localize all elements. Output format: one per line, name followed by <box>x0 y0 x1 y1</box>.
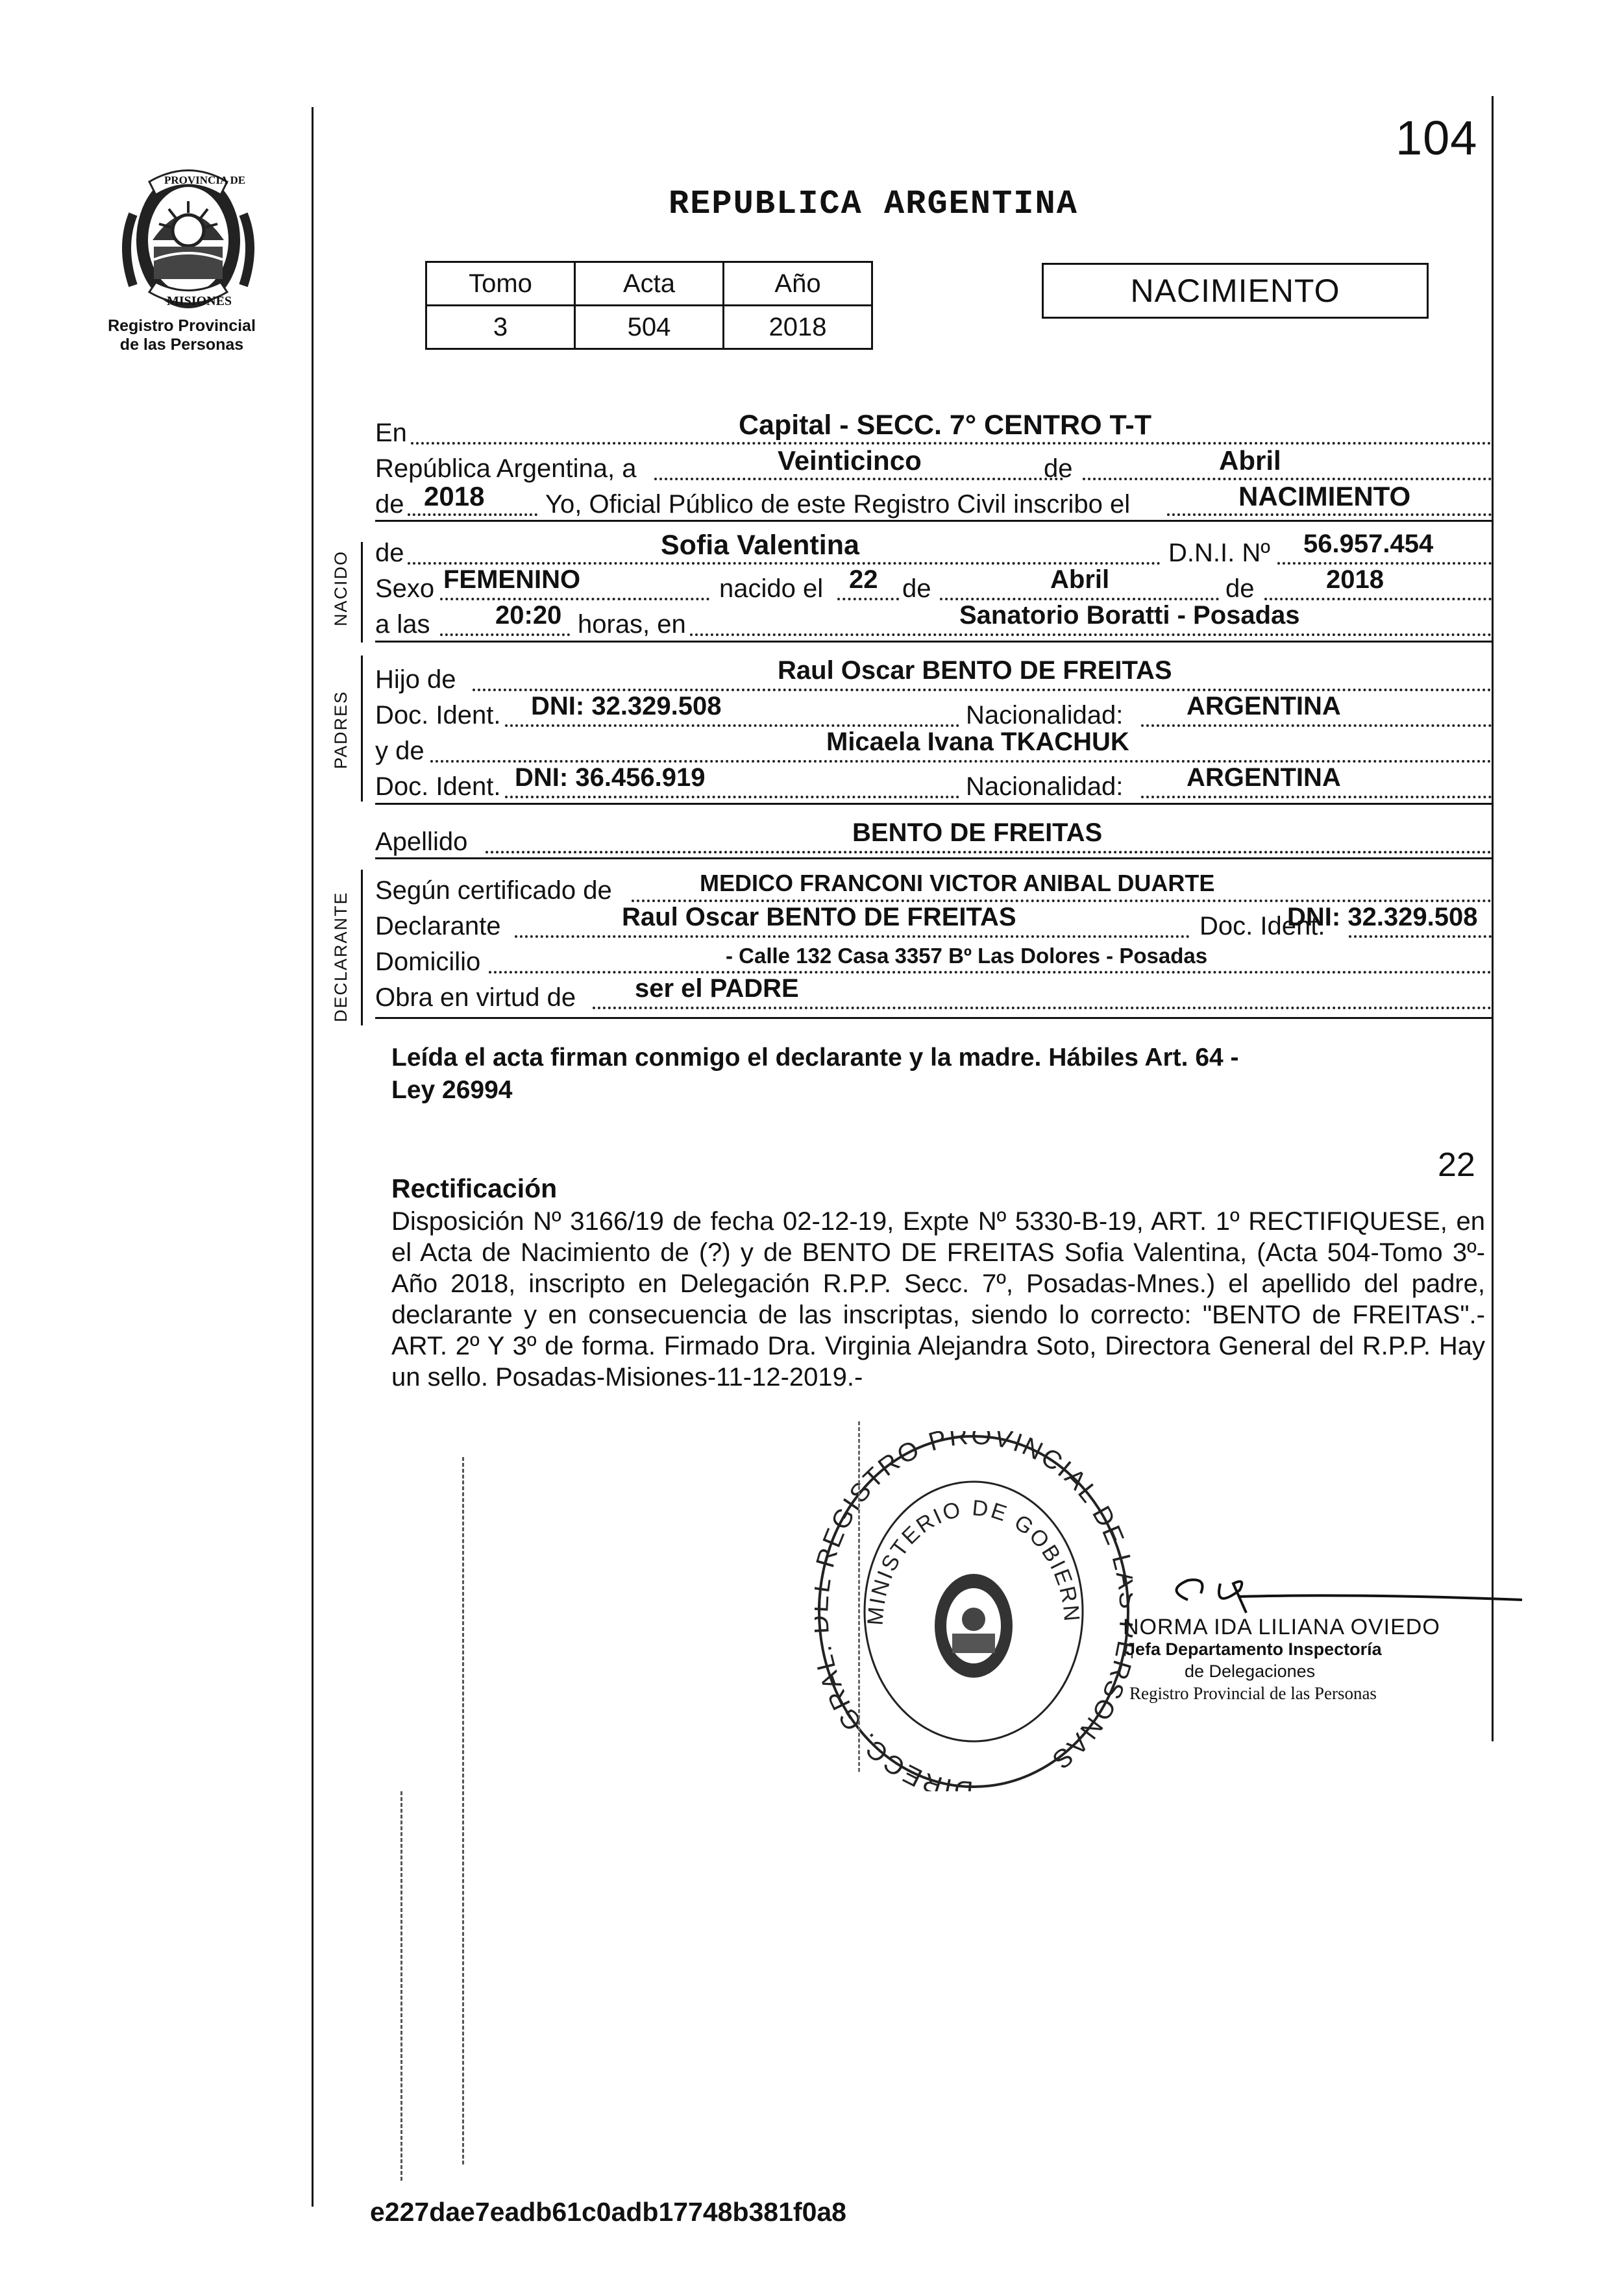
separator-line <box>375 803 1492 805</box>
side-label-padres: PADRES <box>331 690 351 769</box>
declarante-bracket <box>361 870 363 1025</box>
table-header-anio: Año <box>724 262 872 306</box>
domicilio-label: Domicilio <box>375 948 481 976</box>
table-value-anio: 2018 <box>724 306 872 349</box>
left-margin-line <box>312 107 314 2207</box>
doc1-value: DNI: 32.329.508 <box>531 692 722 720</box>
sexo-value: FEMENINO <box>443 565 581 594</box>
segun-label: Según certificado de <box>375 876 612 905</box>
padres-bracket <box>361 656 363 802</box>
nac2-value: ARGENTINA <box>1187 763 1341 792</box>
declarante-value: Raul Oscar BENTO DE FREITAS <box>622 903 1016 931</box>
nacido-dia: 22 <box>849 565 878 594</box>
nacido-label: nacido el <box>719 574 824 603</box>
logo-arc-top-text: PROVINCIA DE <box>164 174 246 186</box>
table-value-tomo: 3 <box>426 306 575 349</box>
dni-value: 56.957.454 <box>1303 530 1434 558</box>
apellido-value: BENTO DE FREITAS <box>852 818 1103 847</box>
separator-line <box>375 1017 1492 1019</box>
rectificacion-number: 22 <box>1438 1146 1475 1184</box>
seal-outer-text: DIRECC. GRA EGISTRO PROVINCIAL DE SONAS <box>815 1431 1130 1791</box>
hora-value: 20:20 <box>495 601 562 630</box>
table-header-acta: Acta <box>575 262 724 306</box>
side-label-declarante: DECLARANTE <box>331 891 351 1022</box>
document-hash: e227dae7eadb61c0adb17748b381f0a8 <box>370 2197 846 2227</box>
nacido-mes: Abril <box>1050 565 1110 594</box>
de5-label: de <box>1225 574 1255 603</box>
de3-label: de <box>375 539 404 567</box>
handwritten-signature <box>1162 1564 1525 1619</box>
tomo-acta-anio-table <box>425 261 873 350</box>
obra-value: ser el PADRE <box>635 974 799 1003</box>
separator-line <box>375 641 1492 643</box>
side-label-nacido: NACIDO <box>331 550 351 626</box>
logo-caption-line1: Registro Provincial <box>108 317 256 335</box>
separator-line <box>375 520 1492 522</box>
republica-label: República Argentina, a <box>375 454 637 483</box>
rectificacion-title: Rectificación <box>391 1173 558 1203</box>
doc1-label: Doc. Ident. <box>375 701 501 729</box>
dotted-line <box>1083 472 1492 480</box>
row-declarante <box>375 903 1492 947</box>
dni-label: D.N.I. Nº <box>1168 539 1270 567</box>
nac1-label: Nacionalidad: <box>966 701 1124 729</box>
nacido-bracket <box>361 542 363 643</box>
document-title: REPUBLICA ARGENTINA <box>669 185 1078 223</box>
right-margin-line <box>1492 96 1494 1741</box>
signature-title-3: Registro Provincial de las Personas <box>1129 1684 1377 1703</box>
table-header-tomo: Tomo <box>426 262 575 306</box>
segun-value: MEDICO FRANCONI VICTOR ANIBAL DUARTE <box>700 870 1215 896</box>
madre-value: Micaela Ivana TKACHUK <box>826 728 1129 756</box>
hijo-label: Hijo de <box>375 665 456 694</box>
nacido-anio: 2018 <box>1326 565 1384 594</box>
de-label: de <box>1044 454 1073 483</box>
page-number: 104 <box>1396 111 1478 165</box>
rectificacion-body: Disposición Nº 3166/19 de fecha 02-12-19, Expte Nº 5330-B-19, ART. 1º RECTIFIQUESE, en el Acta de Nacimiento de (?) y de BENTO DE FREITAS Sofia Valentina, (Acta 504-Tomo 3º-Año 2018, inscripto en Delegación R.P.P. Secc. 7º, Posadas-Mnes.) el apellido del padre, declarante y en consecuencia de las inscriptas, siendo lo correcto: "BENTO de FREITAS".- ART. 2º Y 3º de forma. Firmado Dra. Virginia Alejandra Soto, Directora General del R.P.P. Hay un sello. Posadas-Misiones-11-12-2019.- <box>391 1207 1485 1391</box>
yo-text: Yo, Oficial Público de este Registro Civil inscribo el <box>545 490 1131 519</box>
row-doc2 <box>375 763 1492 807</box>
row-hora <box>375 601 1492 645</box>
doc2-label: Doc. Ident. <box>375 772 501 801</box>
scan-artifact-line <box>462 1457 465 2164</box>
seal-inner-text: MINISTERIO DE GOBIERN <box>863 1495 1085 1626</box>
row-obra <box>375 974 1492 1018</box>
scan-artifact-line <box>400 1791 404 2181</box>
domicilio-value: - Calle 132 Casa 3357 Bº Las Dolores - Posadas <box>726 944 1208 968</box>
yde-label: y de <box>375 737 424 765</box>
doc3-label: Doc. Ident. <box>1200 912 1325 940</box>
doc3-value: DNI: 32.329.508 <box>1287 903 1478 931</box>
sexo-label: Sexo <box>375 574 435 603</box>
signature-icon <box>1162 1564 1525 1616</box>
scan-artifact-line <box>858 1421 861 1772</box>
horas-label: horas, en <box>578 610 686 639</box>
logo-caption <box>101 317 263 354</box>
apellido-label: Apellido <box>375 827 468 856</box>
declarante-label: Declarante <box>375 912 501 940</box>
table-value-acta: 504 <box>575 306 724 349</box>
official-seal-stamp <box>815 1431 1133 1791</box>
dia-value: Veinticinco <box>778 445 922 476</box>
separator-line <box>375 857 1492 859</box>
signature-block <box>1123 1616 1440 1704</box>
row-domicilio <box>375 944 1492 983</box>
signature-name: NORMA IDA LILIANA OVIEDO <box>1123 1615 1440 1639</box>
padre-value: Raul Oscar BENTO DE FREITAS <box>778 656 1172 685</box>
obra-label: Obra en virtud de <box>375 983 576 1012</box>
logo-caption-line2: de las Personas <box>119 336 244 354</box>
misiones-coat-of-arms-logo <box>114 162 263 321</box>
nombre-value: Sofia Valentina <box>661 530 859 561</box>
inscribo-value: NACIMIENTO <box>1238 481 1411 511</box>
logo-arc-bottom-text: MISIONES <box>167 294 232 308</box>
seal-icon <box>815 1431 1133 1791</box>
doc2-value: DNI: 36.456.919 <box>515 763 706 792</box>
closing-note: Leída el acta firman conmigo el declarante y la madre. Hábiles Art. 64 - Ley 26994 <box>391 1044 1239 1104</box>
nac2-label: Nacionalidad: <box>966 772 1124 801</box>
en-label: En <box>375 419 407 447</box>
signature-title-2: de Delegaciones <box>1185 1661 1316 1681</box>
en-value: Capital - SECC. 7° CENTRO T-T <box>739 410 1151 441</box>
de4-label: de <box>902 574 931 603</box>
lugar-value: Sanatorio Boratti - Posadas <box>959 601 1300 630</box>
anio-value: 2018 <box>424 481 485 511</box>
de2-label: de <box>375 490 404 519</box>
mes-value: Abril <box>1219 445 1281 476</box>
alas-label: a las <box>375 610 430 639</box>
nac1-value: ARGENTINA <box>1187 692 1341 720</box>
record-type-box: NACIMIENTO <box>1042 263 1429 319</box>
row-en <box>375 410 1492 454</box>
signature-title: Jefa Departamento Inspectoría <box>1126 1639 1382 1659</box>
